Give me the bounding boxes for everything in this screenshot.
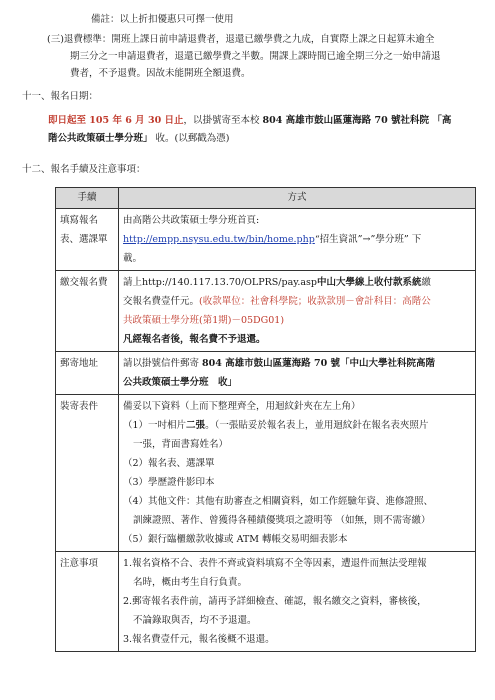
row-value-fee bbox=[119, 271, 476, 352]
mailing-line-1 bbox=[123, 354, 471, 373]
documents-item-1-note: 。（一張貼妥於報名表上，並用迴紋針在報名表夾照片 bbox=[205, 420, 429, 431]
documents-item-1 bbox=[123, 416, 471, 435]
row-key-notes: 注意事項 bbox=[56, 552, 119, 652]
note-1-cont: 名時，概由考生自行負責。 bbox=[133, 577, 248, 588]
documents-item-1-label: （1）一吋相片 bbox=[123, 420, 187, 431]
forms-nav-path: “招生資訊”→”學分班” 下 bbox=[314, 234, 422, 245]
refund-policy-line-2: 期三分之一申請退費者，退還已繳學費之半數。開課上課時間已逾全期三分之一始申請退 bbox=[70, 51, 441, 62]
note-1: 1.報名資格不合、表件不齊或資料填寫不全等因素，遭退件而無法受理報 bbox=[123, 558, 427, 569]
documents-intro: 備妥以下資料（上而下整理齊全，用迴紋針夾在左上角） bbox=[123, 401, 361, 412]
row-key-fee: 繳交報名費 bbox=[56, 271, 119, 352]
table-header-row bbox=[56, 188, 476, 209]
forms-line-3: 載。 bbox=[123, 253, 143, 264]
note-3: 3.報名費壹仟元，報名後概不退還。 bbox=[123, 634, 275, 645]
mailing-address: 804 高雄市鼓山區蓮海路 70 號「中山大學社科院高階 bbox=[202, 358, 436, 369]
fee-no-refund: 凡經報名者後，報名費不予退還。 bbox=[123, 334, 266, 345]
refund-policy-line-3: 費者，不予退費。因故未能開班全額退費。 bbox=[70, 68, 251, 79]
fee-amount: 交報名費壹仟元。 bbox=[123, 296, 200, 307]
registration-date-line-2 bbox=[48, 132, 229, 145]
mail-address: 804 高雄市鼓山區蓮海路 70 號社科院 「高 bbox=[262, 115, 452, 126]
program-homepage-link[interactable]: http://empp.nsysu.edu.tw/bin/home.php bbox=[123, 234, 315, 245]
documents-item-1-cont: 一張，背面書寫姓名） bbox=[133, 439, 229, 450]
row-key-forms bbox=[56, 209, 119, 271]
payee-info: (收款單位：社會科學院；收款款別－會計科目：高階公 bbox=[199, 296, 431, 307]
registration-date-line-1 bbox=[48, 114, 451, 127]
row-value-notes bbox=[119, 552, 476, 652]
documents-item-2: （2）報名表、選課單 bbox=[123, 458, 215, 469]
note-2: 2.郵寄報名表件前，請再予詳細檢查、確認，報名繳交之資料，審核後， bbox=[123, 596, 427, 607]
program-name: 階公共政策碩士學分班」 bbox=[48, 133, 153, 144]
fee-line-2 bbox=[123, 292, 471, 311]
section-11-heading: 十一、報名日期： bbox=[22, 91, 99, 102]
postmark-note: 收。(以郵戳為憑) bbox=[152, 133, 230, 144]
mailing-line-2: 公共政策碩士學分班 收」 bbox=[123, 377, 238, 388]
note-2-cont: 不論錄取與否，均不予退還。 bbox=[133, 615, 257, 626]
row-key-forms-line-2: 表、選課單 bbox=[60, 234, 108, 245]
table-row-notes bbox=[56, 552, 476, 652]
registration-deadline: 即日起至 105 年 6 月 30 日止 bbox=[48, 115, 184, 126]
table-row-forms bbox=[56, 209, 476, 271]
payment-url[interactable]: 請上http://140.117.13.70/OLPRS/pay.asp bbox=[123, 277, 317, 288]
row-key-mailing: 郵寄地址 bbox=[56, 352, 119, 395]
row-key-documents: 裝寄表件 bbox=[56, 395, 119, 552]
row-value-documents bbox=[119, 395, 476, 552]
mailing-instruction: 請以掛號信件郵寄 bbox=[123, 358, 203, 369]
forms-line-1: 由高階公共政策碩士學分班首頁: bbox=[123, 215, 260, 226]
documents-item-4: （4）其他文件：其他有助審查之相關資料，如工作經驗年資、進修證照、 bbox=[123, 496, 434, 507]
row-key-forms-line-1: 填寫報名 bbox=[60, 215, 99, 226]
table-row-mailing bbox=[56, 352, 476, 395]
section-12-heading: 十二、報名手續及注意事項： bbox=[22, 164, 146, 175]
refund-policy-line-1: (三)退費標準：開班上課日前申請退費者，退還已繳學費之九成，自實際上課之日起算未逾全 bbox=[47, 34, 435, 45]
procedure-table bbox=[55, 187, 476, 652]
discount-remark: 備註：以上折扣優惠只可擇一使用 bbox=[91, 14, 234, 25]
payment-system-name: 中山大學線上收付款系統 bbox=[316, 277, 422, 288]
fee-line-1 bbox=[123, 273, 471, 292]
fee-line-1-end: 繳 bbox=[421, 277, 432, 288]
table-row-fee bbox=[56, 271, 476, 352]
table-row-documents bbox=[56, 395, 476, 552]
photo-count: 二張 bbox=[186, 420, 206, 431]
header-method: 方式 bbox=[119, 188, 476, 209]
row-value-forms bbox=[119, 209, 476, 271]
documents-item-3: （3）學歷證件影印本 bbox=[123, 477, 215, 488]
forms-line-2 bbox=[123, 230, 471, 249]
header-procedure: 手續 bbox=[56, 188, 119, 209]
documents-item-4-cont: 訓練證照、著作、曾獲得各種績優獎項之證明等 （如無，則不需寄繳） bbox=[133, 515, 431, 526]
row-value-mailing bbox=[119, 352, 476, 395]
fee-line-3: 共政策碩士學分班(第1期)－05DG01) bbox=[123, 315, 285, 326]
mail-instruction: ，以掛號寄至本校 bbox=[183, 115, 263, 126]
documents-item-5: （5）銀行臨櫃繳款收據或 ATM 轉帳交易明細表影本 bbox=[123, 534, 348, 545]
